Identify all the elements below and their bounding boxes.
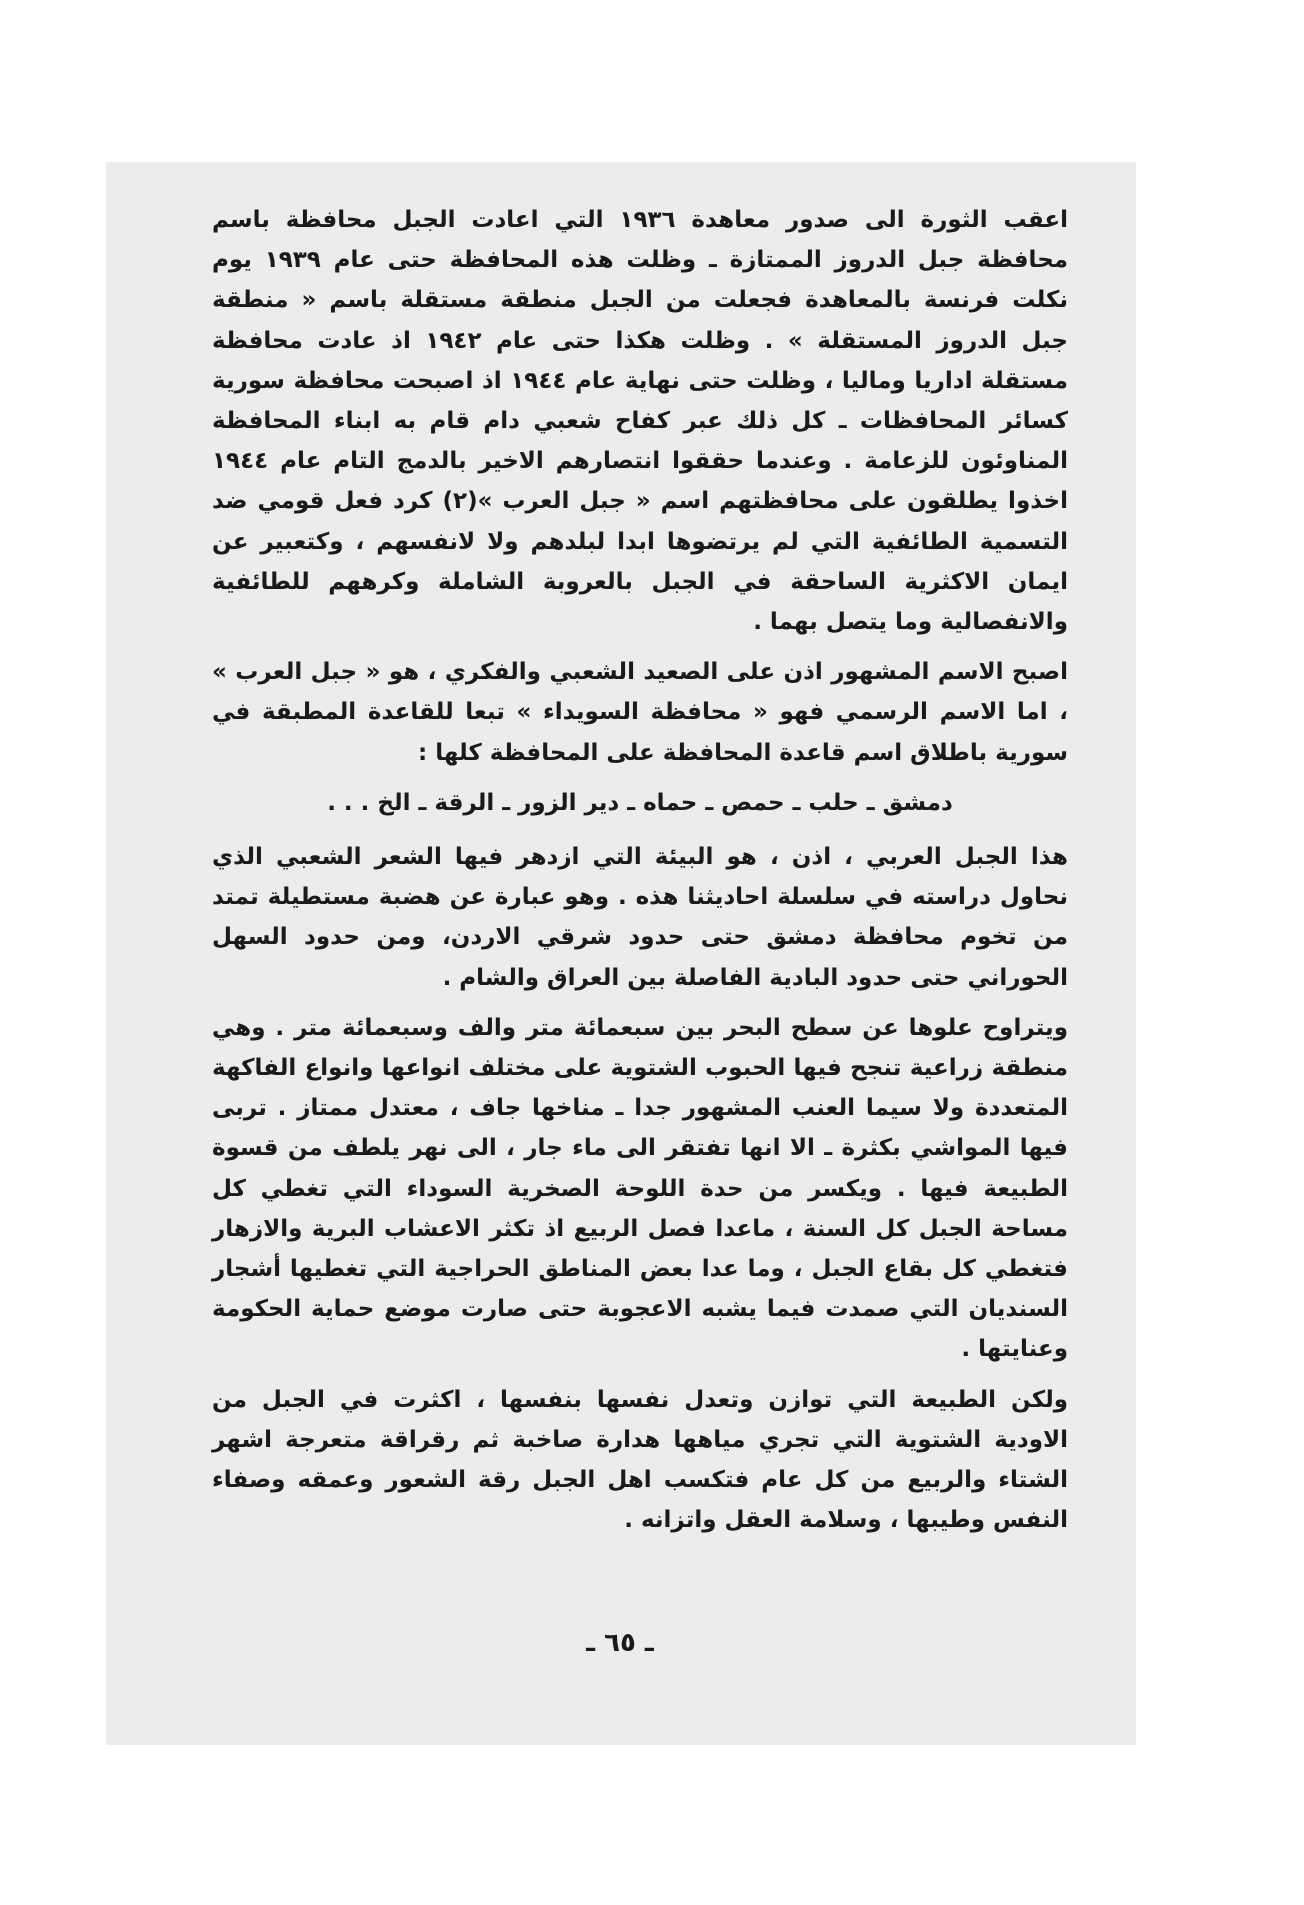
page-text [212,200,1068,1551]
page-number: ـ ٦٥ ـ [586,1628,654,1658]
paragraph-nature: ولكن الطبيعة التي توازن وتعدل نفسها بنفسها ، اكثرت في الجبل من الاودية الشتوية التي تجري مياهها هدارة صاخبة ثم رقراقة متعرجة اشهر الشتاء والربيع من كل عام فتكسب اهل الجبل رقة الشعور وعمقه وصفاء النفس وطيبها ، وسلامة العقل واتزانه . [212,1386,1068,1534]
paragraph-climate: ويتراوح علوها عن سطح البحر بين سبعمائة متر والف وسبعمائة متر . وهي منطقة زراعية تنجح فيها الحبوب الشتوية على مختلف انواعها وانواع الفاكهة المتعددة ولا سيما العنب المشهور جدا ـ مناخها جاف ، معتدل ممتاز . تربى فيها المواشي بكثرة ـ الا انها تفتقر الى ماء جار ، الى نهر يلطف من قسوة الطبيعة فيها . ويكسر من حدة اللوحة الصخرية السوداء التي تغطي كل مساحة الجبل كل السنة ، ماعدا فصل الربيع اذ تكثر الاعشاب البرية والازهار فتغطي كل بقاع الجبل ، وما عدا بعض المناطق الحراجية التي تغطيها أشجار السنديان التي صمدت فيما يشبه الاعجوبة حتى صارت موضع حماية الحكومة وعنايتها . [212,1014,1068,1363]
paragraph-history: اعقب الثورة الى صدور معاهدة ١٩٣٦ التي اعادت الجبل محافظة باسم محافظة جبل الدروز الممتازة ـ وظلت هذه المحافظة حتى عام ١٩٣٩ يوم نكلت فرنسة بالمعاهدة فجعلت من الجبل منطقة مستقلة باسم « منطقة جبل الدروز المستقلة » . وظلت هكذا حتى عام ١٩٤٢ اذ عادت محافظة مستقلة اداريا وماليا ، وظلت حتى نهاية عام ١٩٤٤ اذ اصبحت محافظة سورية كسائر المحافظات ـ كل ذلك عبر كفاح شعبي دام قام به ابناء المحافظة المناوئون للزعامة . وعندما حققوا انتصارهم الاخير بالدمج التام عام ١٩٤٤ اخذوا يطلقون على محافظتهم اسم « جبل العرب »(٢) كرد فعل قومي ضد التسمية الطائفية التي لم يرتضوها ابدا لبلدهم ولا لانفسهم ، وكتعبير عن ايمان الاكثرية الساحقة في الجبل بالعروبة الشاملة وكرههم للطائفية والانفصالية وما يتصل بهما . [212,207,1069,636]
paragraph-names: اصبح الاسم المشهور اذن على الصعيد الشعبي والفكري ، هو « جبل العرب » ، اما الاسم الرسمي فهو « محافظة السويداء » تبعا للقاعدة المطبقة في سورية باطلاق اسم قاعدة المحافظة على المحافظة كلها : [212,659,1068,766]
cities-line: دمشق ـ حلب ـ حمص ـ حماه ـ دير الزور ـ الرقة ـ الخ . . . [327,789,953,816]
paragraph-geography: هذا الجبل العربي ، اذن ، هو البيئة التي ازدهر فيها الشعر الشعبي الذي نحاول دراسته في سلسلة احاديثنا هذه . وهو عبارة عن هضبة مستطيلة تمتد من تخوم محافظة دمشق حتى حدود شرقي الاردن، ومن حدود السهل الحوراني حتى حدود البادية الفاصلة بين العراق والشام . [212,844,1068,991]
